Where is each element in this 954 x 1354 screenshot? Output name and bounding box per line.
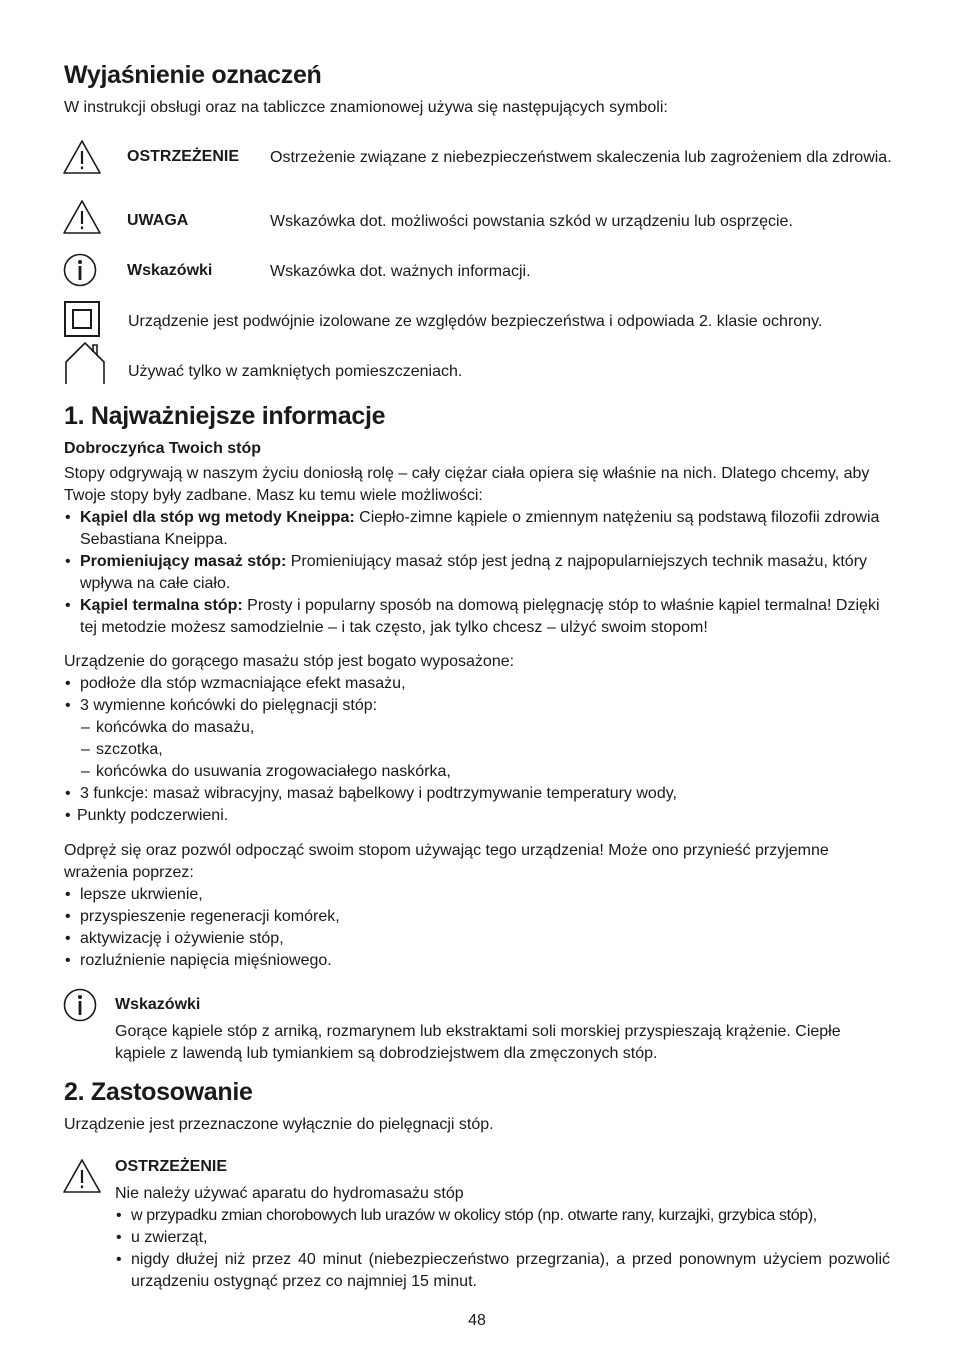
warning-triangle-icon (62, 1158, 102, 1194)
symbol-label-warning: OSTRZEŻENIE (127, 148, 240, 165)
symbol-text-insulation: Urządzenie jest podwójnie izolowane ze względów bezpieczeństwa i odpowiada 2. klasie ochrony. (128, 313, 823, 330)
symbol-label-caution: UWAGA (127, 212, 189, 229)
list-item (64, 695, 890, 783)
equipment-intro: Urządzenie do gorącego masażu stóp jest bogato wyposażone: (64, 653, 515, 670)
feature-term: Kąpiel dla stóp wg metody Kneippa: (80, 509, 355, 526)
warning-title: OSTRZEŻENIE (115, 1158, 228, 1175)
symbol-text-caution: Wskazówka dot. możliwości powstania szkód w urządzeniu lub osprzęcie. (270, 213, 793, 230)
symbol-text-indoor: Używać tylko w zamkniętych pomieszczeniach. (128, 363, 463, 380)
list-item (64, 507, 890, 551)
feature-list (64, 507, 890, 639)
list-item: • aktywizację i ożywienie stóp, (64, 928, 890, 950)
indoor-house-icon (62, 340, 108, 386)
benefits-intro: Odpręż się oraz pozwól odpocząć swoim stopom używając tego urządzenia! Może ono przynieść przyjemne wrażenia poprzez: (64, 842, 829, 881)
warning-triangle-icon (62, 139, 102, 175)
symbol-text-warning: Ostrzeżenie związane z niebezpieczeństwem skaleczenia lub zagrożeniem dla zdrowia. (270, 149, 892, 166)
warning-intro: Nie należy używać aparatu do hydromasażu stóp (115, 1185, 464, 1202)
feature-desc: Ciepło-zimne kąpiele o zmiennym natężeniu są podstawą filozofii zdrowia Sebastiana Kneippa. (80, 509, 880, 548)
equipment-list (64, 673, 890, 827)
feature-desc: Promieniujący masaż stóp jest jedną z najpopularniejszych technik masażu, który wpływa na całe ciało. (80, 553, 868, 592)
list-item: • nigdy dłużej niż przez 40 minut (niebezpieczeństwo przegrzania), a przed ponownym użyciem pozwolić urządzeniu ostygnąć przez co najmniej 15 minut. (115, 1249, 890, 1293)
double-insulation-icon (64, 301, 100, 337)
list-item: • u zwierząt, (115, 1227, 890, 1249)
list-item: • 3 funkcje: masaż wibracyjny, masaż bąbelkowy i podtrzymywanie temperatury wody, (64, 783, 890, 805)
list-item (64, 595, 890, 639)
page-number: 48 (468, 1312, 486, 1329)
section1-subtitle: Dobroczyńca Twoich stóp (64, 440, 262, 457)
tip-text: Gorące kąpiele stóp z arniką, rozmarynem lub ekstraktami soli morskiej przyspieszają krążenie. Ciepłe kąpiele z lawendą lub tymiankiem są dobrodziejstwem dla zmęczonych stóp. (115, 1023, 841, 1062)
legend-intro: W instrukcji obsługi oraz na tabliczce znamionowej używa się następujących symboli: (64, 99, 668, 116)
warning-list (115, 1205, 890, 1293)
sub-list-item: – szczotka, (80, 739, 890, 761)
legend-title: Wyjaśnienie oznaczeń (64, 61, 322, 89)
info-circle-icon (63, 253, 97, 287)
equipment-tips-label: 3 wymienne końcówki do pielęgnacji stóp: (80, 697, 378, 714)
list-item (64, 551, 890, 595)
symbol-text-info: Wskazówka dot. ważnych informacji. (270, 263, 531, 280)
sub-list-item: – końcówka do usuwania zrogowaciałego naskórka, (80, 761, 890, 783)
list-item: • rozluźnienie napięcia mięśniowego. (64, 950, 890, 972)
section2-title: 2. Zastosowanie (64, 1078, 253, 1106)
list-item: • Punkty podczerwieni. (64, 805, 890, 827)
caution-triangle-icon (62, 199, 102, 235)
info-circle-icon (63, 988, 97, 1022)
section1-title: 1. Najważniejsze informacje (64, 402, 386, 430)
sub-list-item: – końcówka do masażu, (80, 717, 890, 739)
feature-desc: Prosty i popularny sposób na domową pielęgnację stóp to właśnie kąpiel termalna! Dzięki tej metodzie możesz samodzielnie – i tak często, jak tylko chcesz – ulżyć swoim stopom! (80, 597, 880, 636)
tips-sublist (80, 717, 890, 783)
list-item: • podłoże dla stóp wzmacniające efekt masażu, (64, 673, 890, 695)
list-item: • w przypadku zmian chorobowych lub urazów w okolicy stóp (np. otwarte rany, kurzajki, grzybica stóp), (115, 1205, 890, 1227)
list-item: • przyspieszenie regeneracji komórek, (64, 906, 890, 928)
section2-intro: Urządzenie jest przeznaczone wyłącznie do pielęgnacji stóp. (64, 1116, 494, 1133)
tip-title: Wskazówki (115, 996, 201, 1013)
feature-term: Kąpiel termalna stóp: (80, 597, 243, 614)
section1-intro: Stopy odgrywają w naszym życiu doniosłą rolę – cały ciężar ciała opiera się właśnie na nich. Dlatego chcemy, aby Twoje stopy były zadbane. Masz ku temu wiele możliwości: (64, 465, 870, 504)
list-item: • lepsze ukrwienie, (64, 884, 890, 906)
symbol-label-info: Wskazówki (127, 262, 213, 279)
benefits-list (64, 884, 890, 972)
feature-term: Promieniujący masaż stóp: (80, 553, 287, 570)
